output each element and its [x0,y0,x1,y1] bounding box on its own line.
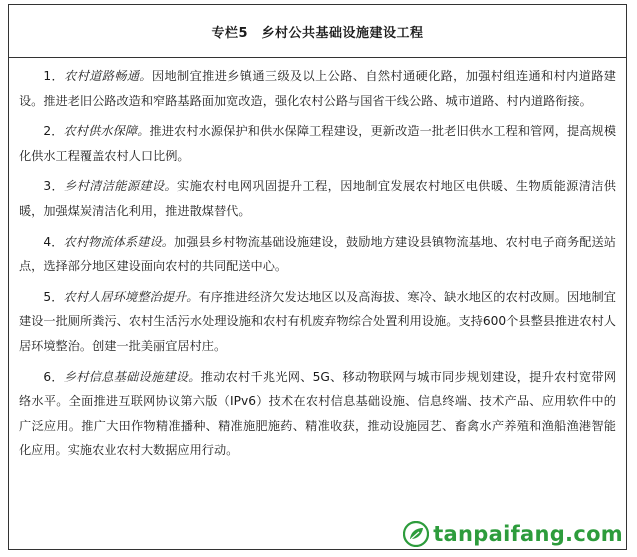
site-watermark [403,521,623,547]
item-text: 有序推进经济欠发达地区以及高海拔、寒冷、缺水地区的农村改厕。因地制宜建设一批厕所粪污、农村生活污水处理设施和农村有机废弃物综合处置利用设施。支持600个县整县推进农村人居环境整治。创建一批美丽宜居村庄。 [19,289,616,353]
list-item: 1．农村道路畅通。因地制宜推进乡镇通三级及以上公路、自然村通硬化路，加强村组连通和村内道路建设。推进老旧公路改造和窄路基路面加宽改造，强化农村公路与国省干线公路、城市道路、村内道路衔接。 [19,69,616,108]
list-item: 2．农村供水保障。推进农村水源保护和供水保障工程建设，更新改造一批老旧供水工程和管网，提高规模化供水工程覆盖农村人口比例。 [19,124,617,163]
item-lead: 农村人居环境整治提升。 [63,289,199,304]
item-lead: 农村道路畅通。 [64,69,152,83]
item-lead: 农村物流体系建设。 [63,234,175,249]
list-item: 5．农村人居环境整治提升。有序推进经济欠发达地区以及高海拔、寒冷、缺水地区的农村改厕。因地制宜建设一批厕所粪污、农村生活污水处理设施和农村有机废弃物综合处置利用设施。支持600个县整县推进农村人居环境整治。创建一批美丽宜居村庄。 [19,289,616,353]
leaf-logo-icon [403,521,429,547]
list-item: 4．农村物流体系建设。加强县乡村物流基础设施建设，鼓励地方建设县镇物流基地、农村电子商务配送站点，选择部分地区建设面向农村的共同配送中心。 [19,234,616,274]
watermark-text: tanpaifang.com [433,522,623,546]
item-lead: 农村供水保障。 [63,124,150,139]
box-title: 专栏5 乡村公共基础设施建设工程 [9,5,626,58]
item-text: 加强县乡村物流基础设施建设，鼓励地方建设县镇物流基地、农村电子商务配送站点，选择部分地区建设面向农村的共同配送中心。 [19,234,616,274]
item-text: 因地制宜推进乡镇通三级及以上公路、自然村通硬化路，加强村组连通和村内道路建设。推进老旧公路改造和窄路基路面加宽改造，强化农村公路与国省干线公路、城市道路、村内道路衔接。 [19,69,616,108]
item-lead: 乡村信息基础设施建设。 [63,369,201,384]
item-lead: 乡村清洁能源建设。 [64,179,178,194]
list-item: 3．乡村清洁能源建设。实施农村电网巩固提升工程，因地制宜发展农村地区电供暖、生物质能源清洁供暖，加强煤炭清洁化利用，推进散煤替代。 [19,179,616,218]
item-text: 推进农村水源保护和供水保障工程建设，更新改造一批老旧供水工程和管网，提高规模化供水工程覆盖农村人口比例。 [19,124,617,163]
list-item: 6．乡村信息基础设施建设。推动农村千兆光网、5G、移动物联网与城市同步规划建设，提升农村宽带网络水平。全面推进互联网协议第六版（IPv6）技术在农村信息基础设施、信息终端、技术产品、应用软件中的广泛应用。推广大田作物精准播种、精准施肥施药、精准收获，推动设施园艺、畜禽水产养殖和渔船渔港智能化应用。实施农业农村大数据应用行动。 [19,369,617,458]
item-text: 推动农村千兆光网、5G、移动物联网与城市同步规划建设，提升农村宽带网络水平。全面推进互联网协议第六版（IPv6）技术在农村信息基础设施、信息终端、技术产品、应用软件中的广泛应用。推广大田作物精准播种、精准施肥施药、精准收获，推动设施园艺、畜禽水产养殖和渔船渔港智能化应用。实施农业农村大数据应用行动。 [19,369,617,458]
item-text: 实施农村电网巩固提升工程，因地制宜发展农村地区电供暖、生物质能源清洁供暖，加强煤炭清洁化利用，推进散煤替代。 [19,179,616,218]
box-content [9,58,626,463]
feature-box [8,4,627,550]
